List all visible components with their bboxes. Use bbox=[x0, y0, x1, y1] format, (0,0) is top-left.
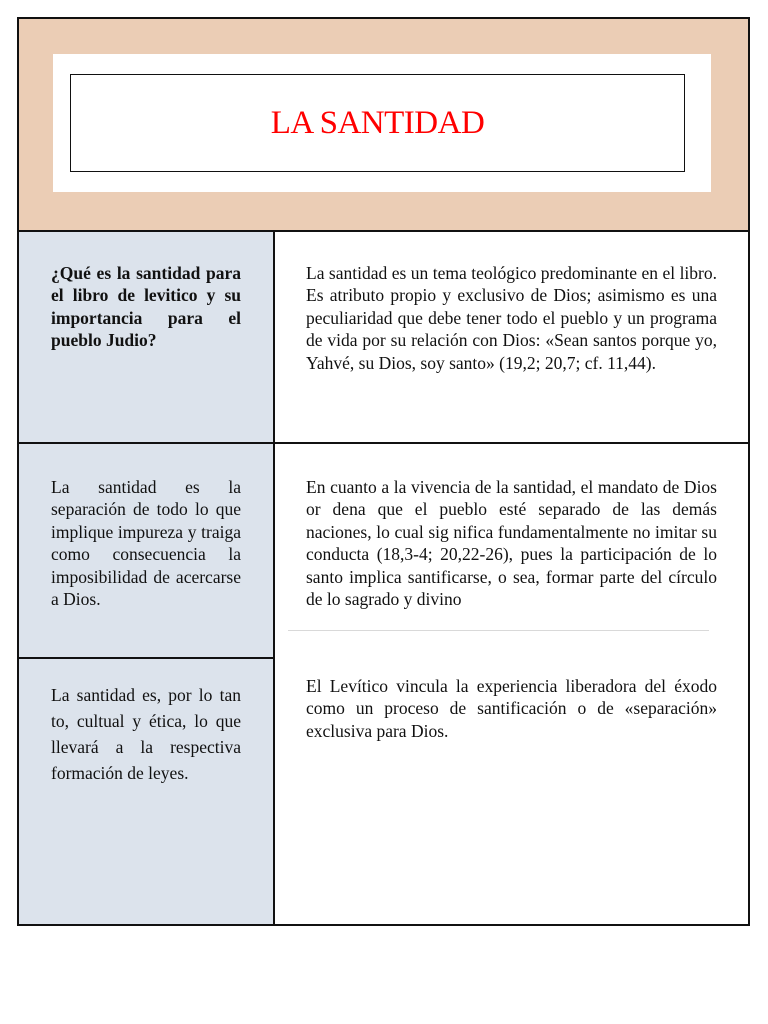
levitico-exodo-text: El Levítico vincula la experiencia liberadora del éxodo como un proceso de santificación o de «separación» exclusiva para Dios. bbox=[306, 676, 717, 741]
page-title: LA SANTIDAD bbox=[270, 104, 485, 141]
header-band bbox=[19, 19, 748, 232]
row-divider-2-left bbox=[19, 657, 273, 659]
header-inner-panel bbox=[53, 54, 711, 192]
row-divider-1 bbox=[19, 442, 748, 444]
paragraph-rule bbox=[288, 630, 709, 631]
vivencia-text: En cuanto a la vivencia de la santidad, el mandato de Dios or dena que el pueblo esté separado de las demás naciones, lo cual sig nifica fundamentalmente no imitar su conducta (18,3-4; 20,22-26), pues la participación de lo santo implica santificarse, o sea, formar parte del círculo de lo sagrado y divino bbox=[306, 477, 717, 610]
separation-text: La santidad es la separación de todo lo que implique impureza y traiga como consecuencia la imposibilidad de acercarse a Dios. bbox=[51, 477, 241, 610]
document-frame bbox=[17, 17, 750, 926]
title-box bbox=[70, 74, 685, 172]
cultual-etica-text: La santidad es, por lo tan to, cultual y ética, lo que llevará a la respectiva formación de leyes. bbox=[51, 685, 241, 783]
answer-definition-text: La santidad es un tema teológico predominante en el libro. Es atributo propio y exclusivo de Dios; asimismo es una peculiaridad que debe tener todo el pueblo y un programa de vida por su relación con Dios: «Sean santos porque yo, Yahvé, su Dios, soy santo» (19,2; 20,7; cf. 11,44). bbox=[306, 263, 717, 373]
question-text: ¿Qué es la santidad para el libro de levitico y su importancia para el pueblo Judio? bbox=[51, 263, 241, 351]
